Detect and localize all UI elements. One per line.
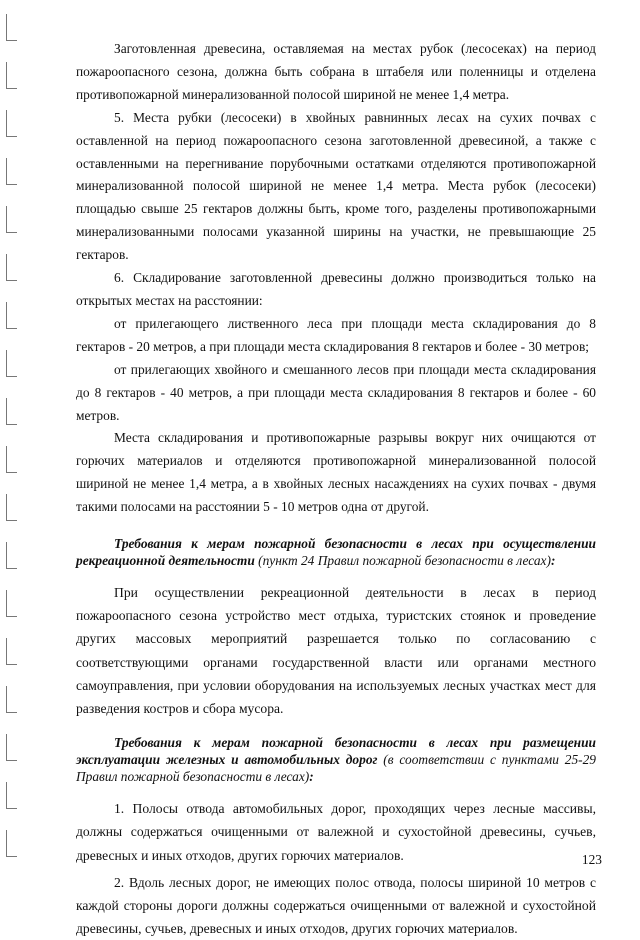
heading-colon: :: [550, 553, 556, 569]
margin-mark: [6, 734, 17, 761]
margin-mark: [6, 686, 17, 713]
margin-mark: [6, 350, 17, 377]
heading-reference: (в соответствии с пунктами 25-29 Правил пожарной безопасности в лесах): [76, 752, 596, 785]
margin-mark: [6, 638, 17, 665]
heading-bold-text: Требования к мерам пожарной безопасности в лесах при размещении эксплуатации железных и автомобильных дорог: [76, 735, 596, 768]
paragraph: от прилегающих хвойного и смешанного лесов при площади места складирования до 8 гектаров - 40 метров, а при площади места складирования 8 гектаров и более - 60 метров.: [76, 361, 596, 423]
margin-mark: [6, 590, 17, 617]
paragraph: Заготовленная древесина, оставляемая на местах рубок (лесосеках) на период пожароопасного сезона, должна быть собрана в штабеля или поленницы и отделена противопожарной минерализованной полосой шириной не менее 1,4 метра.: [76, 41, 596, 102]
section-heading: [76, 734, 596, 785]
section-heading: [76, 535, 596, 569]
paragraph: При осуществлении рекреационной деятельности в лесах в период пожароопасного сезона устройство мест отдыха, туристских стоянок и проведение других массовых мероприятий разрешается только по согласованию с соответствующими органами государственной власти или органами местного самоуправления, при условии оборудования на используемых лесных участках мест для разведения костров и сбора мусора.: [76, 585, 596, 717]
document-page: [76, 38, 596, 940]
margin-mark: [6, 446, 17, 473]
paragraph: 6. Складирование заготовленной древесины должно производиться только на открытых местах на расстоянии:: [76, 270, 596, 308]
heading-bold-text: Требования к мерам пожарной безопасности в лесах при осуществлении рекреационной деятельности: [76, 536, 596, 569]
margin-mark: [6, 494, 17, 521]
paragraph: 1. Полосы отвода автомобильных дорог, проходящих через лесные массивы, должны содержаться очищенными от валежной и сухостойной древесины, сучьев, древесных и иных отходов, других горючих материалов.: [76, 801, 596, 863]
paragraph: от прилегающего лиственного леса при площади места складирования до 8 гектаров - 20 метров, а при площади места складирования 8 гектаров и более - 30 метров;: [76, 315, 596, 354]
margin-mark: [6, 110, 17, 137]
paragraph: 2. Вдоль лесных дорог, не имеющих полос отвода, полосы шириной 10 метров с каждой стороны дороги должны содержаться очищенными от валежной и сухостойной древесины, сучьев, древесных и иных отходов, других горючих материалов.: [76, 874, 596, 937]
margin-mark: [6, 14, 17, 41]
margin-mark: [6, 782, 17, 809]
margin-mark: [6, 254, 17, 281]
paragraph: Места складирования и противопожарные разрывы вокруг них очищаются от горючих материалов и отделяются противопожарной минерализованной полосой шириной не менее 1,4 метра, а в хвойных лесных насаждениях на сухих почвах - двумя такими полосами на расстоянии 5 - 10 метров одна от другой.: [76, 430, 596, 515]
left-margin-marks: [0, 0, 30, 905]
page-number: 123: [581, 852, 602, 867]
margin-mark: [6, 206, 17, 233]
margin-mark: [6, 302, 17, 329]
margin-mark: [6, 158, 17, 185]
margin-mark: [6, 62, 17, 89]
margin-mark: [6, 830, 17, 857]
margin-mark: [6, 542, 17, 569]
margin-mark: [6, 398, 17, 425]
heading-reference: (пункт 24 Правил пожарной безопасности в лесах): [254, 553, 551, 569]
paragraph: 5. Места рубки (лесосеки) в хвойных равнинных лесах на сухих почвах с оставленной на период пожароопасного сезона заготовленной древесиной, а также с оставленными на перегнивание порубочными остатками отделяются противопожарной минерализованной полосой шириной не менее 1,4 метра. Места рубок (лесосеки) площадью свыше 25 гектаров должны быть, кроме того, разделены противопожарными минерализованными полосами указанной ширины на участки, не превышающие 25 гектаров.: [76, 109, 596, 263]
heading-colon: :: [309, 769, 314, 785]
